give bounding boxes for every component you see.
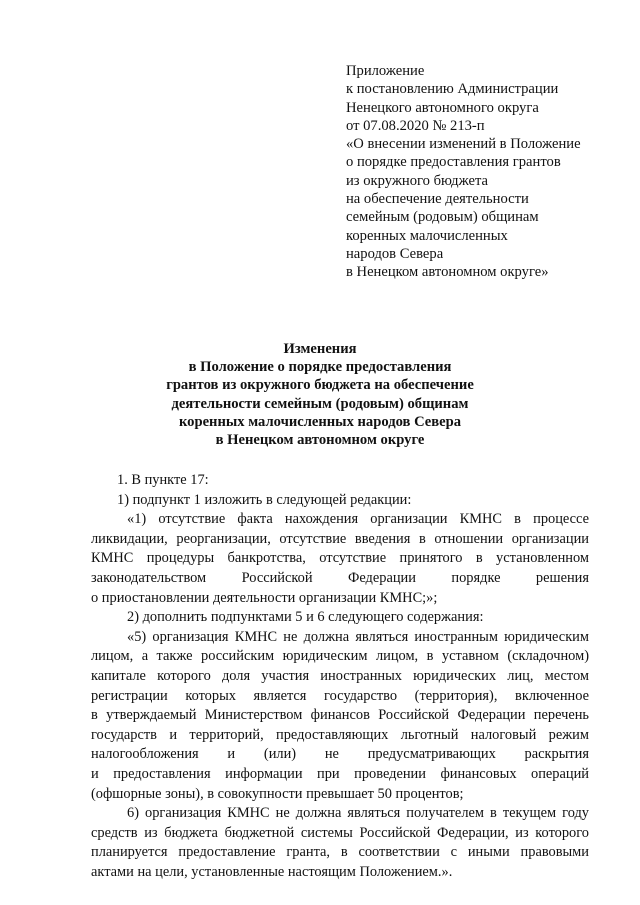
appendix-line: Ненецкого автономного округа — [346, 99, 539, 116]
body-line: «5) организация КМНС не должна являться иностранным юридическим — [127, 628, 589, 645]
body-line: капитале которого доля участия иностранных юридических лиц, местом — [91, 667, 589, 684]
body-line: 1) подпункт 1 изложить в следующей редакции: — [117, 491, 412, 508]
body-line: регистрации которых является государство (территория), включенное — [91, 687, 589, 704]
appendix-line: народов Севера — [346, 245, 444, 262]
document-body — [91, 471, 589, 882]
body-line: о приостановлении деятельности организации КМНС;»; — [91, 589, 438, 606]
body-line: законодательством Российской Федерации порядке решения — [91, 569, 589, 586]
body-line: планируется предоставление гранта, в соответствии с иными правовыми — [91, 844, 589, 861]
body-line: налогообложения и (или) не предусматривающих раскрытия — [91, 746, 589, 763]
appendix-block — [346, 62, 606, 282]
title-line: коренных малочисленных народов Севера — [178, 413, 462, 430]
body-line: «1) отсутствие факта нахождения организации КМНС в процессе — [127, 511, 589, 528]
document-title — [80, 340, 560, 449]
appendix-line: о порядке предоставления грантов — [346, 154, 561, 171]
appendix-line: к постановлению Администрации — [346, 81, 559, 98]
appendix-line: коренных малочисленных — [346, 227, 508, 244]
appendix-line: «О внесении изменений в Положение — [346, 136, 581, 153]
appendix-line: из окружного бюджета — [346, 172, 488, 189]
body-line: средств из бюджета бюджетной системы Российской Федерации, из которого — [91, 824, 589, 841]
body-line: 2) дополнить подпунктами 5 и 6 следующего содержания: — [127, 609, 484, 626]
title-line: в Положение о порядке предоставления — [188, 359, 452, 376]
body-line: государств и территорий, предоставляющих льготный налоговый режим — [91, 726, 589, 743]
body-line: 6) организация КМНС не должна являться получателем в текущем году — [127, 805, 589, 822]
appendix-line: от 07.08.2020 № 213-п — [346, 117, 485, 134]
title-line: Изменения — [283, 341, 357, 357]
title-line: деятельности семейным (родовым) общинам — [171, 395, 469, 412]
appendix-line: семейным (родовым) общинам — [346, 209, 539, 226]
body-line: и предоставления информации при проведении финансовых операций — [91, 765, 589, 782]
body-line: 1. В пункте 17: — [117, 472, 209, 488]
appendix-line: на обеспечение деятельности — [346, 191, 529, 208]
body-line: актами на цели, установленные настоящим Положением.». — [91, 863, 453, 880]
appendix-line: в Ненецком автономном округе» — [346, 264, 549, 281]
body-line: ликвидации, реорганизации, отсутствие введения в отношении организации — [91, 530, 589, 547]
appendix-line: Приложение — [346, 63, 425, 79]
body-line: лицом, а также российским юридическим лицом, в уставном (складочном) — [91, 648, 589, 665]
title-line: в Ненецком автономном округе — [215, 432, 425, 449]
body-line: (офшорные зоны), в совокупности превышает 50 процентов; — [91, 785, 464, 802]
body-line: КМНС процедуры банкротства, отсутствие принятого в установленном — [91, 550, 589, 567]
title-line: грантов из окружного бюджета на обеспечение — [166, 377, 474, 394]
body-line: в утверждаемый Министерством финансов Российской Федерации перечень — [91, 707, 589, 724]
